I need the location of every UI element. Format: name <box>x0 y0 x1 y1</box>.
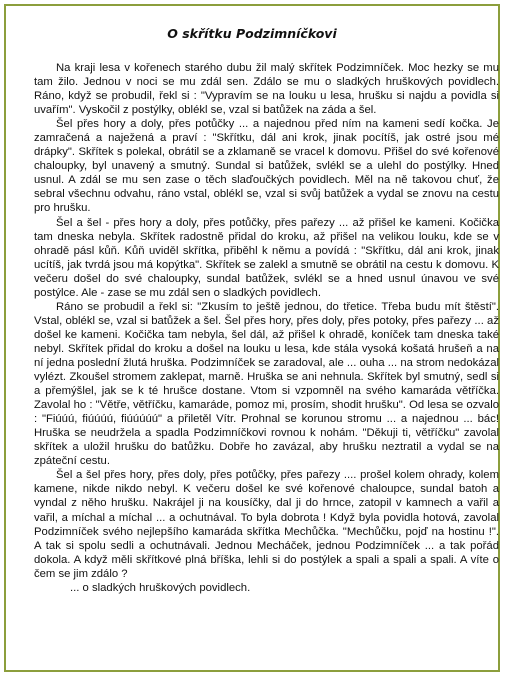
story-ending: ... o sladkých hruškových povidlech. <box>70 581 251 594</box>
paragraph-1: Na kraji lesa v kořenech starého dubu žil malý skřítek Podzimníček. Moc hezky se mu tam žilo. Jednou v noci se mu zdál sen. Zdálo se mu o sladkých hruškových povidlech. Ráno, když se probudil, řekl si : "Vypravím se na louku u lesa, hrušku si najdu a povidla si uvařím". Vyskočil z postýlky, oblékl se, vzal si batůžek na záda a šel. <box>34 62 499 117</box>
paragraph-2: Šel přes hory a doly, přes potůčky ... a najednou před ním na kameni sedí kočka. Je zamračená a naježená a praví : "Skřítku, dál ani krok, jinak pocítíš, jak ostré jsou mé drápky". Skřítek s polekal, obrátil se a zklamaně se vracel k domovu. Přišel do své kořenové chaloupky, byl unavený a smutný. Sundal si batůžek, svlékl se a ulehl do postýlky. Hned usnul. A zdál se mu sen zase o těch slaďoučkých povidlech. Měl na ně takovou chuť, že sebral všechnu odvahu, ráno vstal, oblékl se, vzal si svůj batůžek a vydal se znovu na cestu pro hrušku. <box>34 118 499 215</box>
paragraph-3: Šel a šel - přes hory a doly, přes potůčky, přes pařezy ... až přišel ke kameni. Kočička tam dneska nebyla. Skřítek radostně přidal do kroku, až přišel na velikou louku, kde se v ohradě pásl kůň. Kůň uviděl skřítka, přiběhl k němu a povídá : "Skřítku, dál ani krok, jinak ucítíš, jak tvrdá jsou má kopýtka". Skřítek se zalekl a smutně se obrátil na cestu k domovu. K večeru došel do své chaloupky, sundal batůžek, svlékl se a hned usnul únavou ve své postýlce. Ale - zase se mu zdál sen o sladkých povidlech. <box>34 216 499 299</box>
document-page <box>4 4 500 672</box>
paragraph-4: Ráno se probudil a řekl si: "Zkusím to ještě jednou, do třetice. Třeba budu mít štěstí". Vstal, oblékl se, vzal si batůžek a šel. Šel přes hory, přes doly, přes potoky, přes pařezy ... až došel ke kameni. Kočička tam nebyla, šel dál, až přišel k ohradě, koníček tam dneska také nebyl. Skřítek přidal do kroku a došel na louku u lesa, kde stála vysoká košatá hrušeň a na ní jedna poslední žlutá hruška. Podzimníček se zaradoval, ale ... ouha ... na strom nedokázal vylézt. Zkoušel stromem zaklepat, marně. Hruška se ani nehnula. Skřítek byl smutný, sedl si a přemýšlel, jak se k té hrušce dostane. Vtom si vzpomněl na svého kamaráda větříčka. Zavolal ho : "Větře, větříčku, kamaráde, pomoz mi, prosím, shodit hrušku". Od lesa se ozvalo : "Fiúúú, fiúúúú, fiúúúúú" a přiletěl Vítr. Prohnal se korunou stromu ... a najednou ... bác! Hruška se neudržela a spadla Podzimníčkovi rovnou k nohám. "Děkuji ti, větříčku" zavolal skřítek a uložil hrušku do batůžku. Dobře ho zavázal, aby hrušku neztratil a vydal se na zpáteční cestu. <box>34 300 499 468</box>
story-title: O skřítku Podzimníčkovi <box>167 26 337 41</box>
story-body <box>34 61 499 595</box>
paragraph-5: Šel a šel přes hory, přes doly, přes potůčky, přes pařezy .... prošel kolem ohrady, kolem kamene, nikde nikdo nebyl. K večeru došel ke své kořenové chaloupce, sundal batoh a vyndal z něho hrušku. Nakrájel ji na kousíčky, dal ji do hrnce, zatopil v kamnech a vařil a vařil, a míchal a míchal ... a ochutnával. To byla dobrota ! Když byla povidla hotová, zavolal Podzimníček svého nejlepšího kamaráda skřítka Mechůčka. "Mechůčku, pojď na hostinu !". A tak si spolu sedli a ochutnávali. Jednou Mecháček, jednou Podzimníček ... a tak pořád dokola. A když měli skřítkové plná bříška, lehli si do postýlek a spali a spali a spali. A víte o čem se jim zdálo ? <box>34 469 499 580</box>
